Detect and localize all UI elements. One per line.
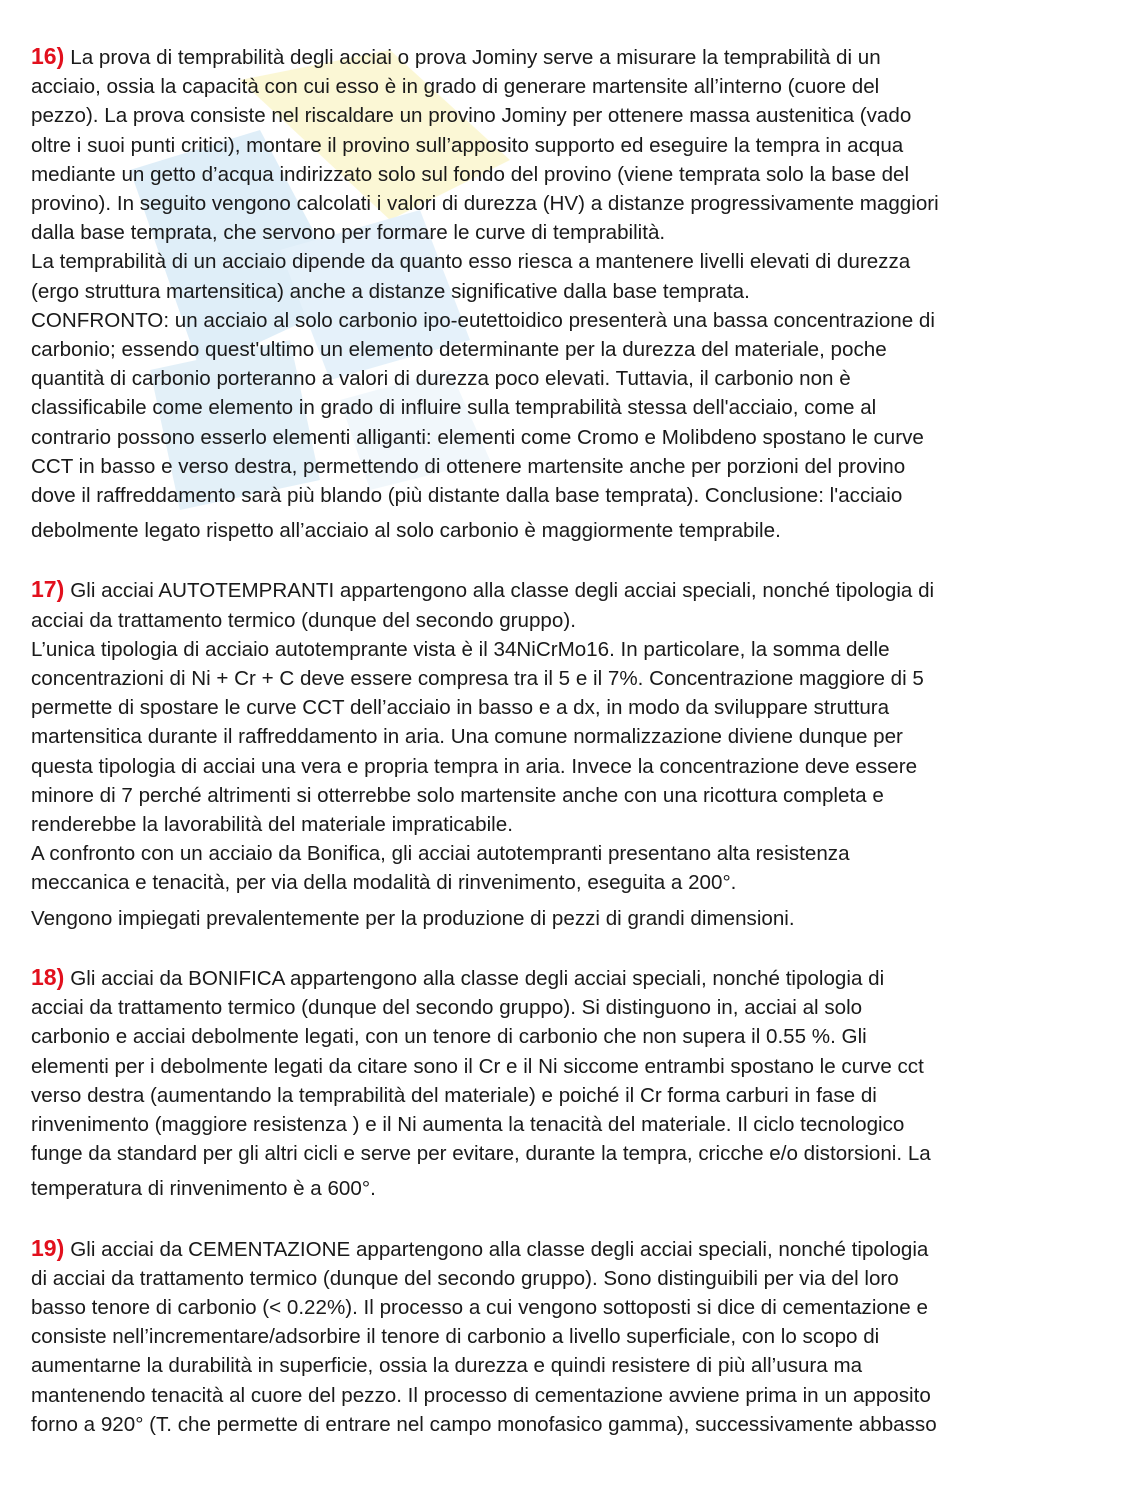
text-line: contrario possono esserlo elementi alliganti: elementi come Cromo e Molibdeno spostano le curve xyxy=(31,425,924,449)
text-line: minore di 7 perché altrimenti si otterrebbe solo martensite anche con una ricottura completa e xyxy=(31,783,884,807)
text-line: pezzo). La prova consiste nel riscaldare un provino Jominy per ottenere massa austenitica (vado xyxy=(31,104,912,128)
line-text: Gli acciai da BONIFICA appartengono alla classe degli acciai speciali, nonché tipologia di xyxy=(70,966,885,990)
text-line xyxy=(31,575,1121,605)
text-line xyxy=(31,1234,1121,1264)
text-line: mediante un getto d’acqua indirizzato solo sul fondo del provino (viene temprata solo la base del xyxy=(31,162,910,186)
text-line: questa tipologia di acciai una vera e propria tempra in aria. Invece la concentrazione deve essere xyxy=(31,754,918,778)
section-16 xyxy=(31,42,1121,545)
text-line: acciaio, ossia la capacità con cui esso è in grado di generare martensite all’interno (cuore del xyxy=(31,75,880,99)
text-line: CONFRONTO: un acciaio al solo carbonio ipo-eutettoidico presenterà una bassa concentrazione di xyxy=(31,308,935,332)
text-line xyxy=(31,963,1121,993)
text-line: aumentarne la durabilità in superficie, ossia la durezza e quindi resistere di più all’usura ma xyxy=(31,1354,863,1378)
text-line: renderebbe la lavorabilità del materiale impraticabile. xyxy=(31,813,513,837)
text-line: Vengono impiegati prevalentemente per la produzione di pezzi di grandi dimensioni. xyxy=(31,906,795,930)
line-text: Gli acciai AUTOTEMPRANTI appartengono alla classe degli acciai speciali, nonché tipologia di xyxy=(70,579,935,603)
text-line: concentrazioni di Ni + Cr + C deve essere compresa tra il 5 e il 7%. Concentrazione maggiore di 5 xyxy=(31,667,924,691)
text-line: La temprabilità di un acciaio dipende da quanto esso riesca a mantenere livelli elevati di durezza xyxy=(31,250,911,274)
text-line: mantenendo tenacità al cuore del pezzo. Il processo di cementazione avviene prima in un apposito xyxy=(31,1383,931,1407)
text-line: quantità di carbonio porteranno a valori di durezza poco elevati. Tuttavia, il carbonio non è xyxy=(31,367,851,391)
text-line: basso tenore di carbonio (< 0.22%). Il processo a cui vengono sottoposti si dice di cementazione e xyxy=(31,1295,928,1319)
text-line: di acciai da trattamento termico (dunque del secondo gruppo). Sono distinguibili per via del loro xyxy=(31,1266,899,1290)
text-line: (ergo struttura martensitica) anche a distanze significative dalla base temprata. xyxy=(31,279,750,303)
text-line: carbonio; essendo quest'ultimo un elemento determinante per la durezza del materiale, poche xyxy=(31,338,887,362)
text-line: consiste nell’incrementare/adsorbire il tenore di carbonio a livello superficiale, con lo scopo di xyxy=(31,1325,880,1349)
section-number: 18) xyxy=(31,963,65,990)
text-line: acciai da trattamento termico (dunque del secondo gruppo). Si distinguono in, acciai al solo xyxy=(31,996,863,1020)
document-body xyxy=(31,42,1121,1439)
text-line: debolmente legato rispetto all’acciaio al solo carbonio è maggiormente temprabile. xyxy=(31,519,781,543)
section-number: 16) xyxy=(31,43,65,69)
section-17 xyxy=(31,575,1121,932)
text-line xyxy=(31,42,1121,72)
text-line: meccanica e tenacità, per via della modalità di rinvenimento, eseguita a 200°. xyxy=(31,871,737,895)
text-line: permette di spostare le curve CCT dell’acciaio in basso e a dx, in modo da sviluppare struttura xyxy=(31,696,890,720)
text-line: provino). In seguito vengono calcolati i valori di durezza (HV) a distanze progressivamente maggiori xyxy=(31,192,939,216)
text-line: funge da standard per gli altri cicli e serve per evitare, durante la tempra, cricche e/o distorsioni. La xyxy=(31,1142,931,1166)
text-line: dalla base temprata, che servono per formare le curve di temprabilità. xyxy=(31,221,666,245)
section-number: 17) xyxy=(31,576,65,603)
text-line: dove il raffreddamento sarà più blando (più distante dalla base temprata). Conclusione: l'acciaio xyxy=(31,484,903,508)
section-18 xyxy=(31,963,1121,1204)
text-line: acciai da trattamento termico (dunque del secondo gruppo). xyxy=(31,608,576,632)
text-line: elementi per i debolmente legati da citare sono il Cr e il Ni siccome entrambi spostano le curve cct xyxy=(31,1054,924,1078)
text-line: verso destra (aumentando la temprabilità del materiale) e poiché il Cr forma carburi in fase di xyxy=(31,1083,877,1107)
section-19 xyxy=(31,1234,1121,1439)
line-text: Gli acciai da CEMENTAZIONE appartengono alla classe degli acciai speciali, nonché tipologia xyxy=(70,1237,929,1261)
text-line: temperatura di rinvenimento è a 600°. xyxy=(31,1177,376,1201)
text-line: forno a 920° (T. che permette di entrare nel campo monofasico gamma), successivamente abbasso xyxy=(31,1412,937,1436)
text-line: martensitica durante il raffreddamento in aria. Una comune normalizzazione diviene dunque per xyxy=(31,725,903,749)
text-line: classificabile come elemento in grado di influire sulla temprabilità stessa dell'acciaio, come al xyxy=(31,396,877,420)
text-line: carbonio e acciai debolmente legati, con un tenore di carbonio che non supera il 0.55 %. Gli xyxy=(31,1025,867,1049)
text-line: A confronto con un acciaio da Bonifica, gli acciai autotempranti presentano alta resistenza xyxy=(31,842,850,866)
line-text: La prova di temprabilità degli acciai o prova Jominy serve a misurare la temprabilità di un xyxy=(70,46,881,69)
text-line: L’unica tipologia di acciaio autotemprante vista è il 34NiCrMo16. In particolare, la somma delle xyxy=(31,637,890,661)
section-number: 19) xyxy=(31,1234,65,1261)
text-line: rinvenimento (maggiore resistenza ) e il Ni aumenta la tenacità del materiale. Il ciclo tecnologico xyxy=(31,1112,905,1136)
text-line: oltre i suoi punti critici), montare il provino sull’apposito supporto ed eseguire la tempra in acqua xyxy=(31,133,904,157)
text-line: CCT in basso e verso destra, permettendo di ottenere martensite anche per porzioni del provino xyxy=(31,454,906,478)
